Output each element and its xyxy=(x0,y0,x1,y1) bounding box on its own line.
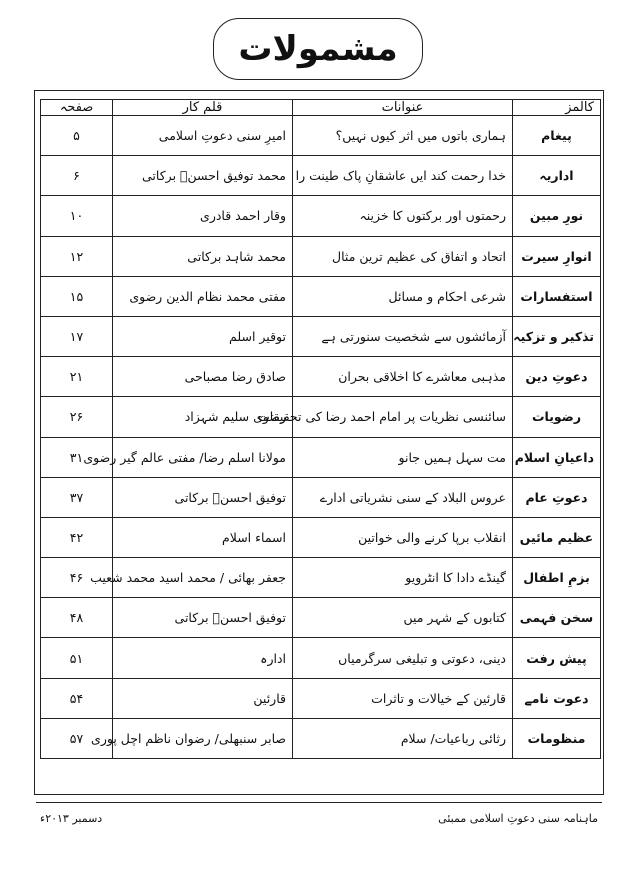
footer-date: دسمبر ۲۰۱۳ء xyxy=(40,812,103,825)
table-row xyxy=(41,598,601,638)
row-page: ۲۶ xyxy=(41,397,113,437)
row-column: تذکیر و تزکیہ xyxy=(513,316,601,356)
row-author: رضوی سلیم شہزاد xyxy=(113,397,293,437)
row-author: ادارہ xyxy=(113,638,293,678)
row-author: صادق رضا مصباحی xyxy=(113,357,293,397)
row-column: پیش رفت xyxy=(513,638,601,678)
table-row xyxy=(41,678,601,718)
row-column: منظومات xyxy=(513,718,601,758)
row-page: ۱۲ xyxy=(41,236,113,276)
row-subject: رثائی رباعیات/ سلام xyxy=(293,718,513,758)
row-subject: اتحاد و اتفاق کی عظیم ترین مثال xyxy=(293,236,513,276)
row-subject: خدا رحمت کند ایں عاشقانِ پاک طینت را xyxy=(293,156,513,196)
row-author: محمد توفیق احسنؔ برکاتی xyxy=(113,156,293,196)
page-title: مشمولات xyxy=(213,18,423,80)
row-subject: کتابوں کے شہر میں xyxy=(293,598,513,638)
row-author: مولانا اسلم رضا/ مفتی عالم گیر رضوی xyxy=(113,437,293,477)
row-subject: قارئین کے خیالات و تاثرات xyxy=(293,678,513,718)
row-page: ۱۷ xyxy=(41,316,113,356)
row-subject: عروس البلاد کے سنی نشریاتی ادارے xyxy=(293,477,513,517)
table-row xyxy=(41,236,601,276)
row-author: توفیق احسنؔ برکاتی xyxy=(113,598,293,638)
footer-magazine-name: ماہنامہ سنی دعوتِ اسلامی ممبئی xyxy=(438,812,598,825)
row-author: قارئین xyxy=(113,678,293,718)
row-column: رضویات xyxy=(513,397,601,437)
row-column: دعوتِ دین xyxy=(513,357,601,397)
row-author: توفیق احسنؔ برکاتی xyxy=(113,477,293,517)
row-column: دعوت نامے xyxy=(513,678,601,718)
row-subject: انقلاب برپا کرنے والی خواتین xyxy=(293,517,513,557)
row-page: ۱۵ xyxy=(41,276,113,316)
row-author: امیرِ سنی دعوتِ اسلامی xyxy=(113,116,293,156)
row-column: استفسارات xyxy=(513,276,601,316)
table-row xyxy=(41,437,601,477)
row-column: داعیانِ اسلام xyxy=(513,437,601,477)
row-page: ۵ xyxy=(41,116,113,156)
table-row xyxy=(41,156,601,196)
row-author: جعفر بھائی / محمد اسید محمد شعیب xyxy=(113,558,293,598)
row-subject: سائنسی نظریات پر امام احمد رضا کی تحقیقات xyxy=(293,397,513,437)
row-column: نورِ مبین xyxy=(513,196,601,236)
row-author: مفتی محمد نظام الدین رضوی xyxy=(113,276,293,316)
row-author: وقار احمد قادری xyxy=(113,196,293,236)
table-row xyxy=(41,638,601,678)
row-subject: آزمائشوں سے شخصیت سنورتی ہے xyxy=(293,316,513,356)
row-subject: شرعی احکام و مسائل xyxy=(293,276,513,316)
row-column: عظیم مائیں xyxy=(513,517,601,557)
row-page: ۳۱ xyxy=(41,437,113,477)
row-author: توقیر اسلم xyxy=(113,316,293,356)
row-page: ۵۴ xyxy=(41,678,113,718)
row-subject: مذہبی معاشرے کا اخلاقی بحران xyxy=(293,357,513,397)
row-page: ۲۱ xyxy=(41,357,113,397)
row-page: ۳۷ xyxy=(41,477,113,517)
row-subject: رحمتوں اور برکتوں کا خزینہ xyxy=(293,196,513,236)
row-column: دعوتِ عام xyxy=(513,477,601,517)
row-page: ۱۰ xyxy=(41,196,113,236)
header-subject: عنوانات xyxy=(293,100,513,116)
row-subject: گینڈے دادا کا انٹرویو xyxy=(293,558,513,598)
contents-table xyxy=(40,99,601,759)
row-page: ۴۶ xyxy=(41,558,113,598)
table-row xyxy=(41,116,601,156)
row-author: محمد شاہد برکاتی xyxy=(113,236,293,276)
table-row xyxy=(41,196,601,236)
table-row xyxy=(41,477,601,517)
table-row xyxy=(41,718,601,758)
row-column: بزمِ اطفال xyxy=(513,558,601,598)
table-row xyxy=(41,558,601,598)
header-page: صفحہ xyxy=(41,100,113,116)
row-page: ۶ xyxy=(41,156,113,196)
row-subject: دینی، دعوتی و تبلیغی سرگرمیاں xyxy=(293,638,513,678)
row-page: ۵۱ xyxy=(41,638,113,678)
header-column: کالمز xyxy=(513,100,601,116)
row-author: صابر سنبھلی/ رضوان ناظم اچل پوری xyxy=(113,718,293,758)
table-row xyxy=(41,276,601,316)
header-author: قلم کار xyxy=(113,100,293,116)
row-column: پیغام xyxy=(513,116,601,156)
table-row xyxy=(41,397,601,437)
row-page: ۵۷ xyxy=(41,718,113,758)
row-column: سخن فہمی xyxy=(513,598,601,638)
row-column: اداریہ xyxy=(513,156,601,196)
row-column: انوارِ سیرت xyxy=(513,236,601,276)
table-row xyxy=(41,357,601,397)
row-author: اسماء اسلام xyxy=(113,517,293,557)
row-page: ۴۸ xyxy=(41,598,113,638)
row-page: ۴۲ xyxy=(41,517,113,557)
table-row xyxy=(41,517,601,557)
footer-divider xyxy=(36,802,602,803)
row-subject: ہماری باتوں میں اثر کیوں نہیں؟ xyxy=(293,116,513,156)
table-header-row xyxy=(41,100,601,116)
row-subject: مت سہل ہمیں جانو xyxy=(293,437,513,477)
table-row xyxy=(41,316,601,356)
